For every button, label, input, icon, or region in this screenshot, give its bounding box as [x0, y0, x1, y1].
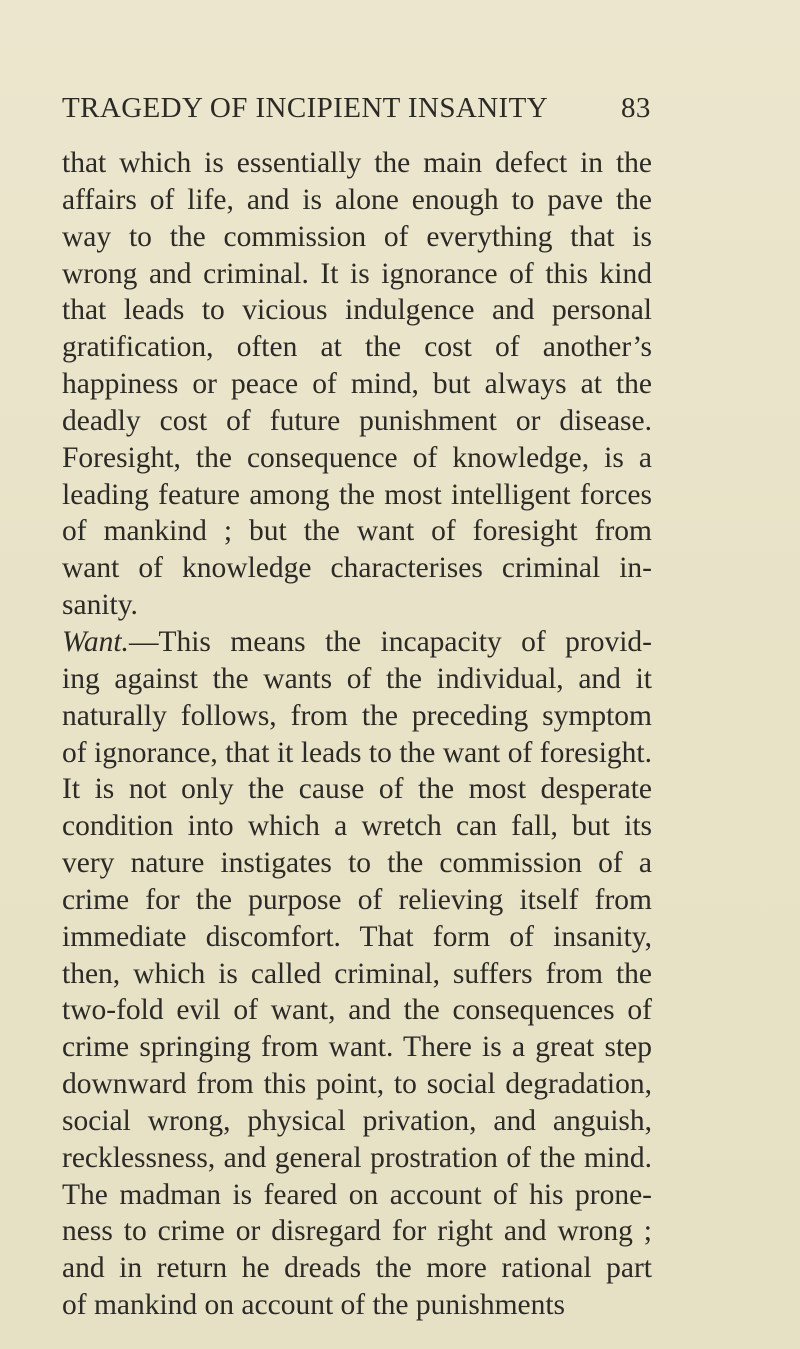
text-line: social wrong, physical privation, and anguish,: [62, 1104, 652, 1137]
text-line: sanity.: [62, 589, 138, 622]
text-line: The madman is feared on account of his prone-: [62, 1178, 652, 1211]
paragraph-lead-italic: Want.: [62, 625, 129, 658]
paragraph-lead-rest: —This means the incapacity of provid-: [128, 625, 652, 658]
text-line: crime springing from want. There is a great step: [62, 1031, 652, 1064]
chapter-title: TRAGEDY OF INCIPIENT INSANITY: [62, 92, 549, 124]
text-line: of mankind ; but the want of foresight from: [62, 515, 652, 548]
text-line: want of knowledge characterises criminal in-: [62, 552, 652, 585]
page-number: 83: [621, 92, 651, 124]
text-line: gratification, often at the cost of another’s: [62, 331, 652, 364]
text-line: then, which is called criminal, suffers from the: [62, 957, 652, 990]
paragraph-lead-line: [62, 624, 652, 661]
text-line: and in return he dreads the more rational part: [62, 1252, 652, 1285]
text-line: two-fold evil of want, and the consequences of: [62, 994, 652, 1027]
text-line: of mankind on account of the punishments: [62, 1289, 566, 1322]
text-line: immediate discomfort. That form of insanity,: [62, 920, 652, 953]
text-line: of ignorance, that it leads to the want of foresight.: [62, 736, 652, 769]
text-line: It is not only the cause of the most desperate: [62, 773, 652, 806]
text-line: way to the commission of everything that is: [62, 220, 652, 253]
text-line: wrong and criminal. It is ignorance of this kind: [62, 257, 652, 290]
text-line: Foresight, the consequence of knowledge, is a: [62, 441, 652, 474]
body-text: [62, 145, 652, 1324]
text-line: leading feature among the most intelligent forces: [62, 478, 652, 511]
text-line: affairs of life, and is alone enough to pave the: [62, 183, 652, 216]
text-line: that which is essentially the main defect in the: [62, 147, 652, 179]
text-line: crime for the purpose of relieving itself from: [62, 883, 652, 916]
text-line: very nature instigates to the commission of a: [62, 847, 652, 880]
text-line: deadly cost of future punishment or disease.: [62, 404, 652, 437]
text-line: downward from this point, to social degradation,: [62, 1068, 652, 1101]
text-line: that leads to vicious indulgence and personal: [62, 294, 652, 327]
running-head: [62, 88, 662, 128]
text-line: ing against the wants of the individual, and it: [62, 662, 652, 695]
text-line: happiness or peace of mind, but always at the: [62, 368, 652, 401]
text-line: naturally follows, from the preceding symptom: [62, 699, 652, 732]
text-line: ness to crime or disregard for right and wrong ;: [62, 1215, 652, 1248]
text-line: recklessness, and general prostration of the mind.: [62, 1141, 652, 1174]
text-line: condition into which a wretch can fall, but its: [62, 810, 652, 843]
